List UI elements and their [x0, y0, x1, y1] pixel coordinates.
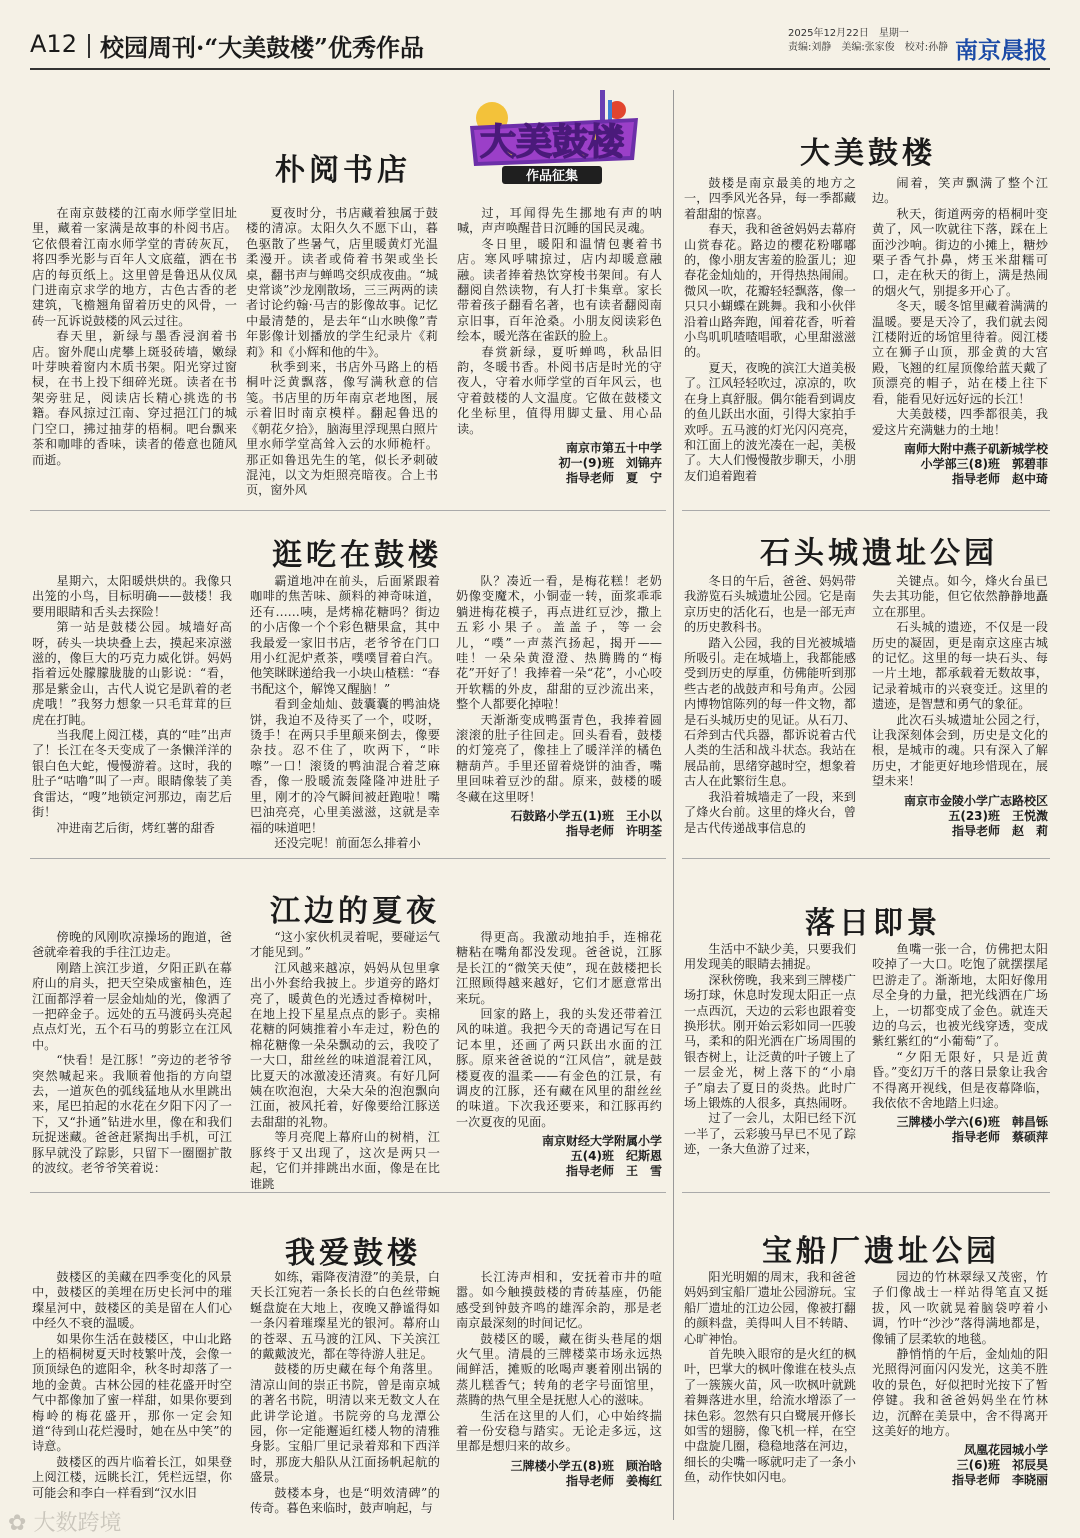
paragraph: 回家的路上，我的头发还带着江风的味道。我把今天的奇遇记写在日记本里，还画了两只跃出水面的江豚。原来爸爸说的“江风信”，就是鼓楼夏夜的温柔——有金色的江景，有调皮的江豚，还有藏在风里的甜丝丝的味道。下次我还要来，和江豚再约一次夏夜的见面。 — [456, 1007, 662, 1129]
paragraph: 鼓楼区的西片临着长江，如果登上阅江楼，远眺长江，凭栏远望，你可能会和李白一样看到“汉水旧 — [32, 1454, 232, 1500]
page-number: A12 — [30, 30, 77, 58]
article-column — [246, 206, 438, 501]
author-signature — [872, 1443, 1048, 1488]
paragraph: 冲进南艺后街，烤红薯的甜香 — [56, 820, 215, 835]
author-signature — [872, 442, 1048, 487]
article-title: 石头城遗址公园 — [760, 536, 998, 571]
article-column — [456, 930, 662, 1185]
article-column — [872, 574, 1048, 852]
section-divider — [30, 510, 666, 511]
paragraph: 当我爬上阅江楼，真的“哇”出声了！长江在冬天变成了一条懒洋洋的银白色大蛇，慢慢游着。这时，我的肚子“咕噜”叫了一声。眼睛像装了美食雷达，“嗖”地锁定河那边，南艺后街！ — [32, 728, 232, 820]
signature-line: 凤凰花园城小学 — [963, 1443, 1048, 1458]
paragraph: 看到金灿灿、鼓囊囊的鸭油烧饼，我迫不及待买了一个，哎呀，烫手！在两只手里颠来倒去，像要杂技。忍不住了，吹两下，“咔嚓”一口！滚烫的鸭油混合着芝麻香，像一股暖流轰隆隆冲进肚子里，刚才的冷气瞬间被赶跑啦！嘴巴油亮亮，心里美滋滋，这就是幸福的味道吧！ — [250, 697, 440, 835]
paragraph: 冬日的午后，爸爸、妈妈带我游览石头城遗址公园。它是南京历史的活化石，也是一部无声的历史教科书。 — [684, 574, 856, 635]
paragraph: 园边的竹林翠绿又茂密，竹子们像战士一样站得笔直又挺拔，风一吹就晃着脑袋哼着小调，竹叶“沙沙”落得满地都是，像铺了层柔软的地毯。 — [872, 1270, 1048, 1346]
article-title: 江边的夏夜 — [270, 894, 440, 929]
signature-line: 指导老师 王 雪 — [565, 1164, 662, 1179]
watermark-logo — [8, 1506, 121, 1537]
paragraph: 还没完呢！前面怎么排着小 — [274, 835, 421, 850]
signature-line: 南京财经大学附属小学 — [541, 1134, 662, 1149]
header-rule — [30, 68, 1050, 70]
signature-line: 指导老师 夏 宁 — [565, 471, 662, 486]
paragraph: 深秋傍晚，我来到三牌楼广场打球，休息时发现太阳正一点一点西沉，天边的云彩也跟着变换形状。刚开始云彩如同一匹骏马，柔和的阳光洒在广场周围的银杏树上，让泛黄的叶子镀上了一层金光，树上落下的“小扇子”扇去了夏日的炎热。此时广场上锻炼的人很多，真热闹呀。 — [684, 972, 856, 1111]
article-column — [684, 574, 856, 852]
column-divider — [673, 90, 674, 1520]
article-title: 宝船厂遗址公园 — [762, 1234, 1000, 1269]
paragraph: 生活在这里的人们，心中始终揣着一份安稳与踏实。无论走多远，这里都是想归来的故乡。 — [456, 1408, 662, 1454]
paragraph: 鼓楼的历史藏在每个角落里。清凉山间的崇正书院，曾是南京城的著名书院，明清以来无数文人在此讲学论道。书院旁的乌龙潭公园，你一定能邂逅红楼人物的清雅身影。宝船厂里记录着郑和下西洋时，那庞大船队从江面扬帆起航的盛景。 — [250, 1362, 440, 1485]
signature-line: 指导老师 赵中琦 — [951, 471, 1048, 486]
paragraph: 第一站是鼓楼公园。城墙好高呀，砖头一块块叠上去，摸起来凉滋滋的，像巨大的巧克力威化饼。妈妈指着远处朦朦胧胧的山影说：“看，那是紫金山，古代人说它是趴着的老虎哦！”我努力想象一只毛茸茸的巨虎在打盹。 — [32, 620, 232, 727]
paragraph: 生活中不缺少美，只要我们用发现美的眼睛去捕捉。 — [684, 942, 856, 972]
section-divider — [30, 858, 666, 859]
signature-line: 指导老师 姜梅红 — [565, 1473, 662, 1488]
author-signature — [456, 1134, 662, 1179]
signature-line: 五(4)班 纪斯恩 — [570, 1149, 662, 1164]
paragraph: 踏入公园，我的目光被城墙所吸引。走在城墙上，我都能感受到历史的厚重，仿佛能听到那些古老的战鼓声和号角声。公园内博物馆陈列的每一件文物，都是石头城历史的见证。从石刀、石斧到古代兵器，都诉说着古代人类的生活和战斗状态。我站在展品前，思绪穿越时空，想象着古人在此繁衍生息。 — [684, 635, 856, 789]
paragraph: 鼓楼是南京最美的地方之一，四季风光各异，每一季都藏着甜甜的惊喜。 — [684, 176, 856, 221]
paragraph: 如练，霜降夜清澄”的美景，白天长江宛若一条长长的白色丝带蜿蜒盘旋在大地上，夜晚又静谧得如一条闪着璀璨星光的银河。幕府山的苍翠、五马渡的江风、下关滨江的戴戴波光，都在等待游人驻足。 — [250, 1270, 440, 1362]
paragraph: 刚踏上滨江步道，夕阳正趴在幕府山的肩头，把天空染成蜜柚色，连江面都浮着一层金灿灿的光，像洒了一把碎金子。远处的五马渡码头亮起点点灯光，五个石马的剪影立在江风中。 — [32, 960, 232, 1052]
author-signature — [456, 809, 662, 839]
section-divider — [682, 510, 1050, 511]
author-signature — [872, 1115, 1048, 1145]
paragraph: 此次石头城遗址公园之行，让我深刻体会到，历史是文化的根，是城市的魂。只有深入了解历史，才能更好地珍惜现在，展望未来！ — [872, 712, 1048, 789]
paragraph: 阳光明媚的周末，我和爸爸妈妈到宝船厂遗址公园游玩。宝船厂遗址的江边公园，像被打翻的颜料盘，美得叫人目不转睛、心旷神怡。 — [684, 1270, 856, 1346]
header-meta — [788, 27, 948, 55]
author-signature — [456, 1459, 662, 1489]
paragraph: 鼓楼本身，也是“明效清碑”的传奇。暮色来临时，鼓声响起，与 — [250, 1485, 440, 1516]
article-column — [684, 942, 856, 1185]
paragraph: 闹着，笑声飘满了整个江边。 — [872, 176, 1048, 206]
paragraph: 我沿着城墙走了一段，来到了烽火台前。这里的烽火台，曾是古代传递战事信息的 — [684, 789, 856, 835]
paragraph: 霸道地冲在前头，后面紧跟着咖啡的焦苦味、颜料的神奇味道，还有……咦，是烤棉花糖吗？街边的小店像一个个彩色糖果盒，其中我最爱一家旧书店，老爷爷在门口用小红泥炉煮茶，噗噗冒着白汽。他笑眯眯递给我一小块山楂糕：“春书配这个，解馋又醒脑！” — [250, 574, 440, 696]
paragraph: 春天，我和爸爸妈妈去幕府山赏春花。路边的樱花粉嘟嘟的，像小朋友害羞的脸蛋儿；迎春花金灿灿的，开得热热闹闹。微风一吹，花瓣轻轻飘落，像一只只小蝴蝶在跳舞。我和小伙伴沿着山路奔跑，闻着花香，听着小鸟叽叽喳喳唱歌，心里甜滋滋的。 — [684, 222, 856, 360]
author-signature — [457, 441, 662, 486]
paragraph: “快看！是江豚！”旁边的老爷爷突然喊起来。我顺着他指的方向望去，一道灰色的弧线猛地从水里跳出来，尾巴拍起的水花在夕阳下闪了一下，又“扑通”钻进水里，像在和我们玩捉迷藏。爸爸赶紧掏出手机，可江豚早就没了踪影，只留下一圈圈扩散的波纹。老爷爷笑着说： — [32, 1053, 232, 1176]
watermark-text: 大数跨境 — [33, 1511, 122, 1536]
paragraph: 春天里，新绿与墨香浸润着书店。窗外爬山虎攀上斑驳砖墙，嫩绿叶芽映着窗内木质书架。阳光穿过窗棂，在书上投下细碎光斑。读者在书架旁驻足，阅读店长精心挑选的书籍。春风掠过江南、穿过挹江门的城门空口，拂过抽芽的梧桐。吧台飘来茶和咖啡的香味，读者的倦意也随风而逝。 — [32, 329, 237, 467]
watermark-icon: ✿ — [8, 1511, 27, 1536]
section-divider — [682, 858, 1050, 859]
header-separator — [88, 34, 90, 58]
signature-line: 指导老师 蔡硕萍 — [951, 1130, 1048, 1145]
article-column — [872, 176, 1048, 501]
article-column — [32, 930, 232, 1185]
signature-line: 指导老师 李晓丽 — [951, 1473, 1048, 1488]
paragraph: 如果你生活在鼓楼区，中山北路上的梧桐树夏天时枝繁叶茂，会像一顶顶绿色的遮阳伞，秋冬时却落了一地的金黄。古林公园的桂花盛开时空气中都像加了蜜一样甜，如果你要到梅岭的梅花盛开，那你一定会知道“待到山花烂漫时，她在丛中笑”的诗意。 — [32, 1331, 232, 1454]
article-column — [684, 1270, 856, 1502]
signature-line: 南京市金陵小学广志路校区 — [903, 793, 1048, 808]
editors-line: 责编:刘静 美编:张家俊 校对:孙静 — [788, 42, 949, 53]
paragraph: 冬日里，暖阳和温情包裹着书店。寒风呼啸掠过，店内却暖意融融。读者捧着热饮穿梭书架间。有人翻阅自然读物，有人打卡集章。家长带着孩子翻看名著，也有读者翻阅南京旧事，百年沧桑。小朋友阅读彩色绘本，暖光落在雀跃的脸上。 — [457, 236, 662, 344]
article-column — [32, 1270, 232, 1502]
signature-line: 小学部三(8)班 郭碧菲 — [920, 456, 1048, 471]
article-column — [684, 176, 856, 501]
paragraph: 过了一会儿，太阳已经下沉一半了，云彩骏马早已不见了踪迹，一条大鱼游了过来， — [684, 1111, 856, 1157]
paragraph: 冬天，暖冬馆里藏着满满的温暖。要是天冷了，我们就去阅江楼附近的场馆里待着。阅江楼立在狮子山顶，那金黄的大宫殿，飞翘的红屋顶像给蓝天戴了顶漂亮的帽子，站在楼上往下看，能看见好远好远的长江！ — [872, 299, 1048, 406]
logo-sub-text: 作品征集 — [525, 169, 579, 184]
article-column — [250, 930, 440, 1191]
article-column — [456, 1270, 662, 1502]
article-column — [250, 574, 440, 852]
paragraph: 过，耳闻得先生挪地有声的呐喊，声声唤醒昔日沉睡的国民灵魂。 — [457, 206, 662, 236]
article-column — [872, 942, 1048, 1185]
paragraph: 秋天，街道两旁的梧桐叶变黄了，风一吹就往下落，踩在上面沙沙响。街边的小摊上，糖炒栗子香气扑鼻，烤玉米甜糯可口，走在秋天的街上，满是热闹的烟火气，别提多开心了。 — [872, 206, 1048, 298]
signature-line: 三牌楼小学五(8)班 顾治晗 — [510, 1458, 662, 1473]
paragraph: 夏夜时分，书店藏着独属于鼓楼的清凉。太阳久久不愿下山，暮色驱散了些暑气，店里暖黄灯光温柔漫开。读者或倚着书架或坐长桌，翻书声与蝉鸣交织成夜曲。“城史常谈”沙龙刚散场，三三两两的读者讨论约翰·马吉的影像故事。记忆中最清楚的，是去年“山水映像”青年影像计划播放的学生纪录片《莉莉》和《小辉和他的牛》。 — [246, 206, 438, 359]
paragraph: 鼓楼区的暖，藏在街头巷尾的烟火气里。清晨的三牌楼菜市场永远热闹鲜活，摊贩的吆喝声裹着刚出锅的蒸儿糕香气；转角的老字号面馆里，蒸腾的热气里全是抚慰人心的滋味。 — [456, 1331, 662, 1408]
signature-line: 指导老师 许明荃 — [565, 824, 662, 839]
article-column — [872, 1270, 1048, 1502]
paragraph: 关键点。如今，烽火台虽已失去其功能，但它依然静静地矗立在那里。 — [872, 574, 1048, 619]
logo-main-text: 大美鼓楼 — [479, 121, 625, 163]
signature-line: 指导老师 赵 莉 — [951, 823, 1048, 838]
signature-line: 三牌楼小学六(6)班 韩昌铄 — [896, 1115, 1048, 1130]
section-divider — [682, 1192, 1050, 1193]
author-signature — [872, 794, 1048, 839]
paragraph: 大美鼓楼，四季都很美，我爱这片充满魅力的土地！ — [872, 407, 1048, 437]
paragraph: 天渐渐变成鸭蛋青色，我捧着圆滚滚的肚子往回走。回头看看，鼓楼的灯笼亮了，像挂上了暖洋洋的橘色糖葫芦。手里还留着烧饼的油香，嘴里回味着豆沙的甜。原来，鼓楼的暖冬藏在这里呀！ — [456, 712, 662, 804]
paragraph: 在南京鼓楼的江南水师学堂旧址里，藏着一家满是故事的朴阅书店。它依偎着江南水师学堂的青砖灰瓦，将四季光影与百年人文底蕴，洒在书店的每页纸上。这里曾是鲁迅从仪凤门进南京求学的地方，古色古香的老建筑，飞檐翘角留着历史的风骨，一砖一瓦诉说鼓楼的风云过往。 — [32, 206, 237, 328]
paragraph: “夕阳无限好，只是近黄昏。”变幻万千的落日景象让我舍不得离开视线，但是夜幕降临，我依依不舍地踏上归途。 — [872, 1049, 1048, 1111]
section-divider — [30, 1192, 666, 1193]
signature-line: 初一(9)班 刘锦卉 — [558, 456, 662, 471]
article-column — [457, 206, 662, 501]
paragraph: 队？凑近一看，是梅花糕！老奶奶像变魔术，小铜壶一转，面浆乖乖躺进梅花模子，再点进红豆沙，撒上五彩小果子。盖盖子，等一会儿，“噗”一声蒸汽扬起，揭开——哇！一朵朵黄澄澄、热腾腾的“梅花”开好了！我捧着一朵“花”，小心咬开软糯的外皮，甜甜的豆沙流出来，整个人都要化掉啦！ — [456, 574, 662, 712]
paragraph: 等月亮爬上幕府山的树梢，江豚终于又出现了，这次是两只一起，它们并排跳出水面，像是在比谁跳 — [250, 1130, 440, 1191]
paragraph: 星期六，太阳暖烘烘的。我像只出笼的小鸟，目标明确——鼓楼！我要用眼睛和舌头去探险！ — [32, 574, 232, 619]
signature-line: 五(23)班 王悦溦 — [948, 808, 1048, 823]
page-header — [0, 0, 1080, 78]
paragraph: 鼓楼区的美藏在四季变化的风景中，鼓楼区的美埋在历史长河中的璀璨星河中，鼓楼区的美是留在人们心中经久不衰的温暖。 — [32, 1270, 232, 1331]
article-column — [32, 206, 237, 501]
paragraph: 秋季到来，书店外马路上的梧桐叶泛黄飘落，像写满秋意的信笺。书店里的历年南京老地图，展示着旧时南京模样。翻起鲁迅的《朝花夕拾》，脑海里浮现黑白照片里水师学堂高耸入云的水师桅杆。那正如鲁迅先生的笔，似长矛刺破混沌，以文为炬照亮暗夜。合上书页，窗外风 — [246, 360, 438, 498]
signature-line: 南师大附中燕子矶新城学校 — [903, 441, 1048, 456]
paragraph: 得更高。我激动地拍手，连棉花糖粘在嘴角都没发现。爸爸说，江豚是长江的“微笑天使”，现在鼓楼把长江照顾得越来越好，它们才愿意常出来玩。 — [456, 930, 662, 1006]
paragraph: 鱼嘴一张一合，仿佛把太阳咬掉了一大口。吃饱了就摆摆尾巴游走了。渐渐地，太阳好像用尽全身的力量，把光线洒在广场上，一切都变成了金色。就连天边的乌云，也被光线穿透，变成紫红紫红的“小葡萄”了。 — [872, 942, 1048, 1049]
article-title: 逛吃在鼓楼 — [272, 538, 442, 573]
article-title: 朴阅书店 — [275, 153, 411, 188]
signature-line: 石鼓路小学五(1)班 王小以 — [510, 809, 662, 824]
paragraph: “这小家伙机灵着呢，要碰运气才能见到。” — [250, 930, 440, 960]
article-column — [32, 574, 232, 852]
date-line: 2025年12月22日 星期一 — [788, 28, 909, 39]
paragraph: 首先映入眼帘的是火红的枫叶，巴掌大的枫叶像谁在枝头点了一簇簇火苗，风一吹枫叶就跳着舞落进水里，给流水增添了一抹色彩。忽然有只白鹭展开修长如雪的翅膀，像飞机一样，在空中盘旋几圈，稳稳地落在河边，细长的尖嘴一啄就叼走了一条小鱼，动作快如闪电。 — [684, 1347, 856, 1485]
article-title: 落日即景 — [805, 906, 941, 941]
signature-line: 三(6)班 祁辰昊 — [956, 1458, 1048, 1473]
masthead-logo: 南京晨报 — [955, 37, 1047, 64]
article-column — [456, 574, 662, 852]
campaign-logo — [452, 88, 652, 188]
article-title: 大美鼓楼 — [800, 136, 936, 171]
paragraph: 石头城的遗迹，不仅是一段历史的凝固，更是南京这座古城的记忆。这里的每一块石头、每一片土地，都承载着无数故事，记录着城市的兴衰变迁。这里的遗迹，是智慧和勇气的象征。 — [872, 620, 1048, 712]
paragraph: 江风越来越凉，妈妈从包里拿出小外套给我披上。步道旁的路灯亮了，暖黄色的光透过香樟树叶，在地上投下星星点点的影子。卖棉花糖的阿姨推着小车走过，粉色的棉花糖像一朵朵飘动的云，我咬了一大口，甜丝丝的味道混着江风，比夏天的冰激凌还清爽。有好几阿姨在吹泡泡，大朵大朵的泡泡飘向江面，被风托着，好像要给江豚送去甜甜的礼物。 — [250, 960, 440, 1129]
article-title: 我爱鼓楼 — [285, 1236, 421, 1271]
paragraph: 春赏新绿，夏听蝉鸣，秋品旧韵，冬暖书香。朴阅书店是时光的守夜人，守着水师学堂的百年风云，也守着鼓楼的人文温度。它做在鼓楼文化坐标里，值得用脚丈量、用心品读。 — [457, 344, 662, 436]
paragraph: 傍晚的风刚吹凉操场的跑道，爸爸就牵着我的手往江边走。 — [32, 930, 232, 960]
article-column — [250, 1270, 440, 1516]
signature-line: 南京市第五十中学 — [565, 441, 662, 456]
section-title: 校园周刊·“大美鼓楼”优秀作品 — [100, 33, 424, 62]
paragraph: 静悄悄的午后，金灿灿的阳光照得河面闪闪发光，这美不胜收的景色，好似把时光按下了暂停键。我和爸爸妈妈坐在竹林边，沉醉在美景中，舍不得离开这美好的地方。 — [872, 1347, 1048, 1439]
paragraph: 夏天，夜晚的滨江大道美极了。江风轻轻吹过，凉凉的，吹在身上真舒服。偶尔能看到调皮的鱼儿跃出水面，引得大家拍手欢呼。五马渡的灯光闪闪亮亮，和江面上的波光凑在一起，美极了。大人们慢慢散步聊天，小朋友们追着跑着 — [684, 360, 856, 483]
paragraph: 长江涛声相和，安抚着市井的喧嚣。如今触摸鼓楼的青砖基座，仍能感受到钟鼓齐鸣的雄浑余韵，那是老南京最深刻的时间记忆。 — [456, 1270, 662, 1331]
